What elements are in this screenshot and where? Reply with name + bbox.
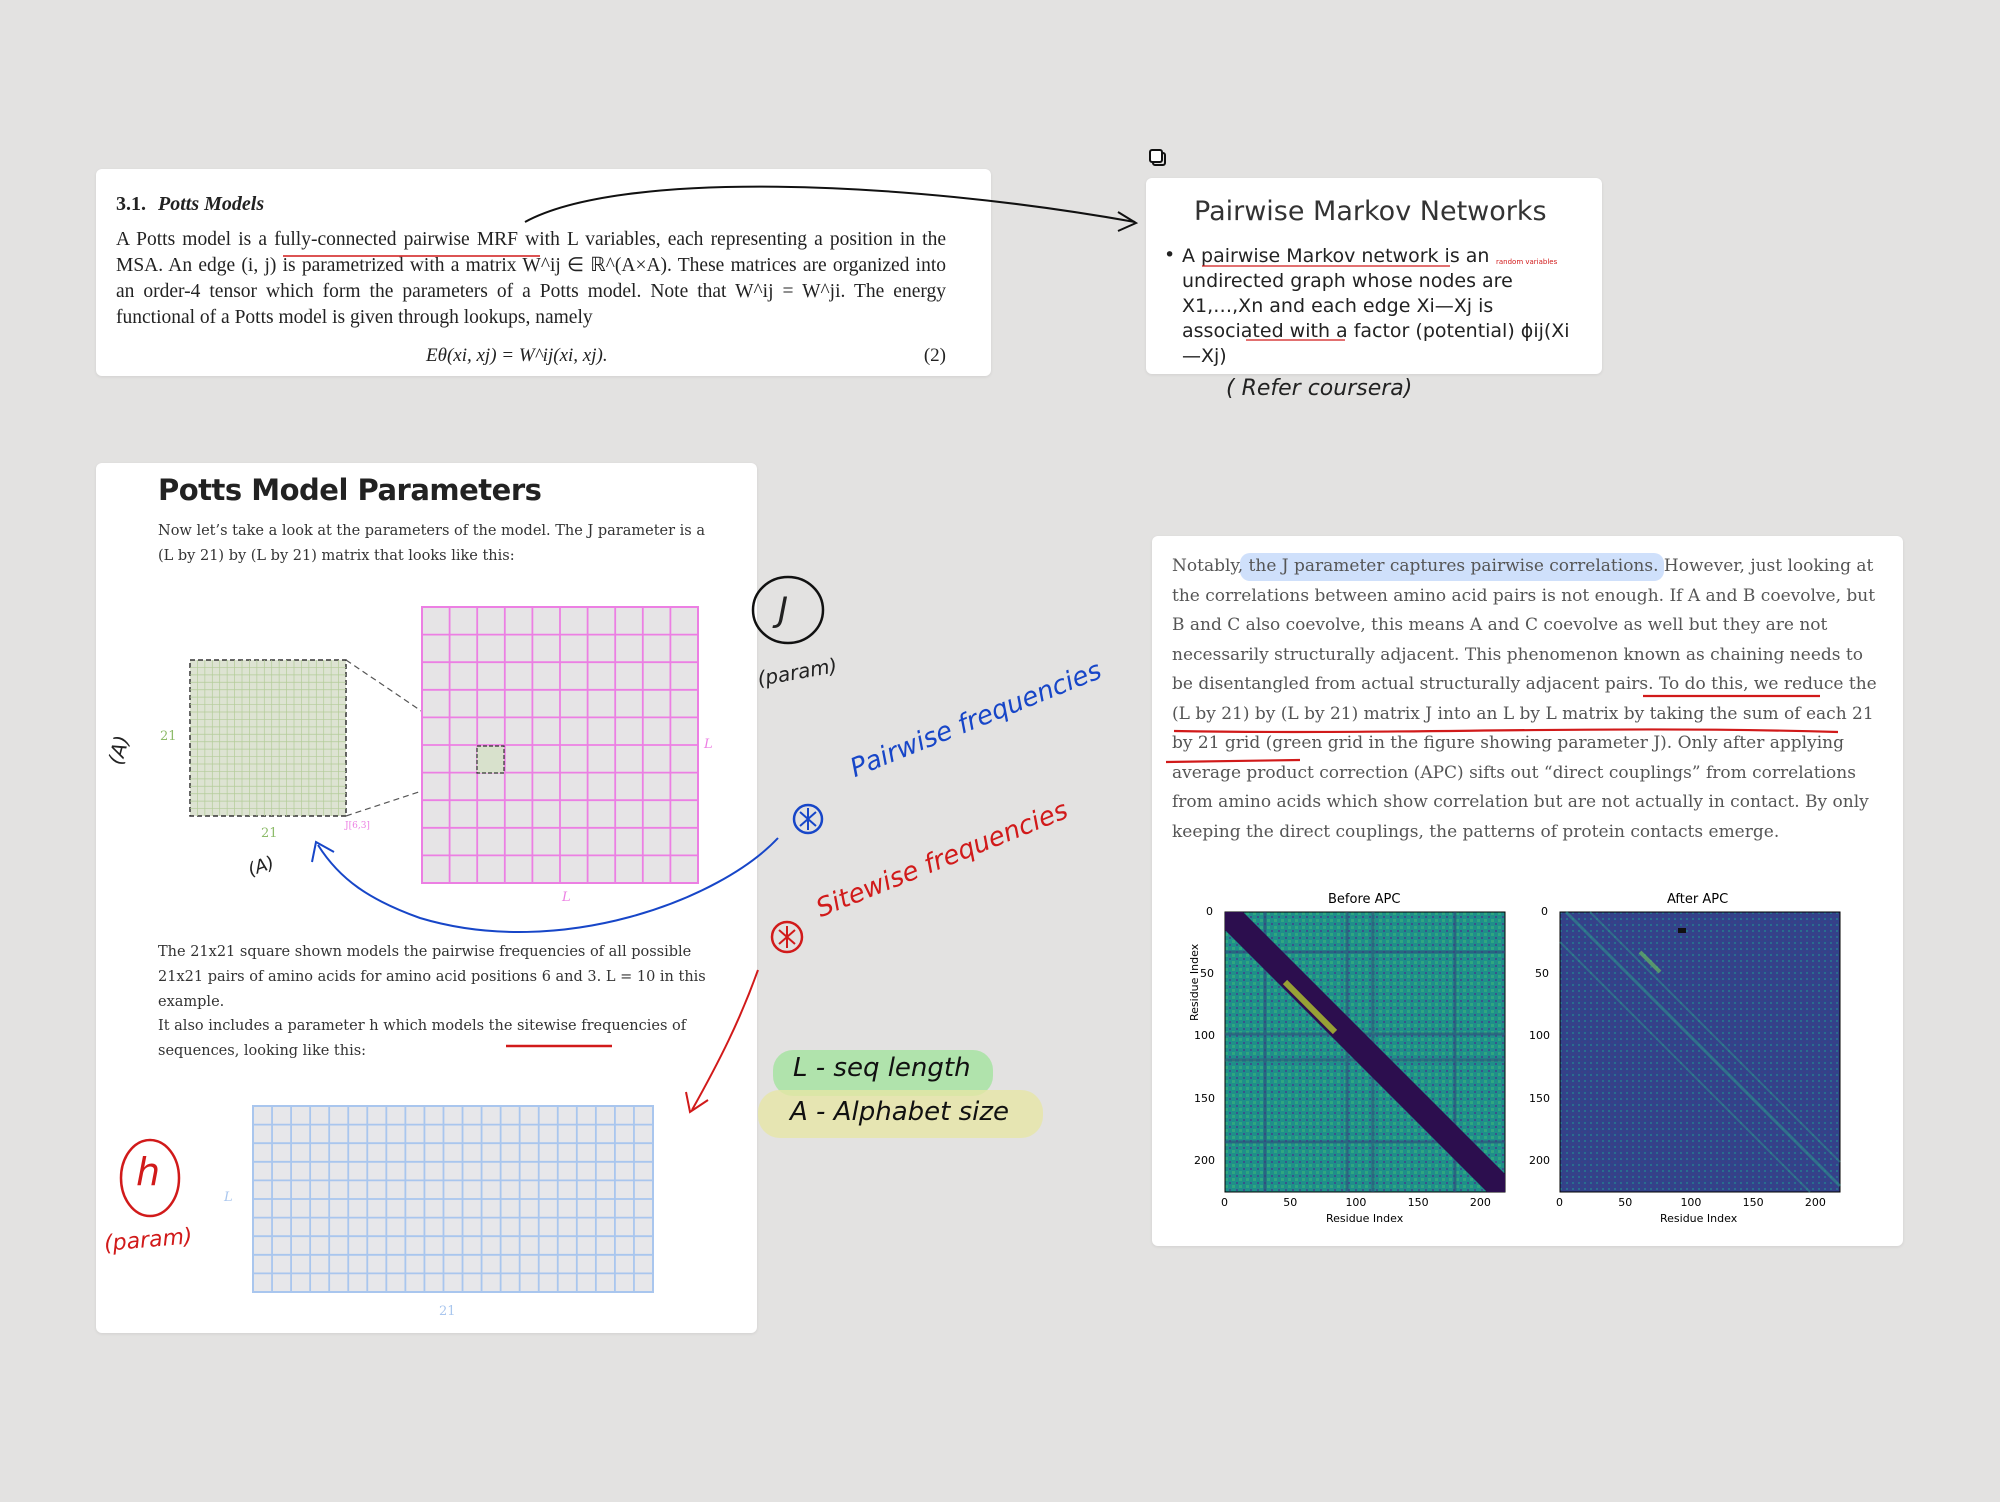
x-axis-label-right: Residue Index <box>1660 1212 1738 1225</box>
param-note-J: (param) <box>755 653 840 691</box>
plot-title-after: After APC <box>1667 892 1729 907</box>
bullet-dot: • <box>1164 244 1176 266</box>
section-title: Potts Models <box>158 193 265 215</box>
params-title: Potts Model Parameters <box>158 473 542 507</box>
sitewise-frequencies-note: Sitewise frequencies <box>812 795 1073 924</box>
y-tick-right: 100 <box>1529 1029 1550 1043</box>
label-21-h: 21 <box>439 1304 456 1319</box>
energy-equation: Eθ(xi, xj) = W^ij(xi, xj). <box>426 345 608 366</box>
x-tick-left: 0 <box>1221 1196 1228 1209</box>
potts-body-text: A Potts model is a fully-connected pairwise MRF with L variables, each representing a position in the MSA. An edge (i, j) is parametrized with a matrix W^ij ∈ ℝ^(A×A). These matrices are organized into an order-4 tensor which form the parameters of a Potts model. Note that W^ij = W^ji. The energy functional of a Potts model is given through lookups, namely <box>116 229 946 328</box>
param-note-h: (param) <box>103 1224 194 1257</box>
pairwise-frequencies-note: Pairwise frequencies <box>846 655 1106 784</box>
y-tick-right: 150 <box>1529 1091 1550 1105</box>
x-tick-right: 100 <box>1680 1196 1702 1209</box>
y-tick-left: 100 <box>1194 1029 1215 1043</box>
h-note: h <box>136 1150 161 1194</box>
y-tick-left: 200 <box>1194 1153 1215 1167</box>
A-note-1: (A) <box>103 732 135 768</box>
x-tick-left: 150 <box>1407 1196 1429 1209</box>
caption-sitewise: It also includes a parameter h which models the sitewise frequencies of sequences, looking like this: <box>158 1018 687 1059</box>
label-L-right: L <box>704 737 713 752</box>
x-tick-right: 50 <box>1618 1196 1633 1209</box>
refer-coursera-note: ( Refer coursera) <box>1226 376 1413 401</box>
x-tick-left: 200 <box>1469 1196 1491 1209</box>
markov-title: Pairwise Markov Networks <box>1194 196 1547 227</box>
caption-pairwise: The 21x21 square shown models the pairwise frequencies of all possible 21x21 pairs of amino acids for amino acid positions 6 and 3. L = 10 in this example. <box>158 944 706 1010</box>
x-tick-right: 200 <box>1804 1196 1826 1209</box>
y-tick-right: 200 <box>1529 1153 1550 1167</box>
y-tick-left: 150 <box>1194 1091 1215 1105</box>
L-definition: L - seq length <box>793 1053 971 1083</box>
x-tick-left: 100 <box>1345 1196 1367 1209</box>
random-variables-note: random variables <box>1496 258 1558 266</box>
A-definition: A - Alphabet size <box>790 1097 1009 1127</box>
J-note: J <box>778 590 789 630</box>
label-J-6-3: J[6,3] <box>345 821 370 831</box>
x-tick-right: 0 <box>1556 1196 1563 1209</box>
label-L-h: L <box>224 1190 233 1205</box>
y-tick-right: 0 <box>1541 905 1548 918</box>
label-L-bottom: L <box>562 890 571 905</box>
section-number: 3.1. <box>116 193 146 215</box>
label-21-left: 21 <box>160 729 177 744</box>
x-tick-right: 150 <box>1742 1196 1764 1209</box>
x-tick-left: 50 <box>1283 1196 1298 1209</box>
apc-paragraph: Notably, the J parameter captures pairwise correlations. However, just looking at the correlations between amino acid pairs is not enough. If A and B coevolve, but B and C also coevolve, this means A and C coevolve as well but they are not necessarily structurally adjacent. This phenomenon known as chaining needs to be disentangled from actual structurally adjacent pairs. To do this, we reduce the (L by 21) by (L by 21) matrix J into an L by L matrix by taking the sum of each 21 by 21 grid (green grid in the figure showing parameter J). Only after applying average product correction (APC) sifts out “direct couplings” from correlations from amino acids which show correlation but are not actually in contact. By only keeping the direct couplings, the patterns of protein contacts emerge. <box>1172 556 1877 842</box>
y-tick-right: 50 <box>1535 967 1549 981</box>
x-axis-label-left: Residue Index <box>1326 1212 1404 1225</box>
equation-number: (2) <box>923 345 946 366</box>
y-axis-label-left: Residue Index <box>1188 943 1201 1021</box>
markov-bullet-text: A pairwise Markov network is an undirected graph whose nodes are X1,…,Xn and each edge Xi—Xj is associated with a factor (potential) ϕij(Xi—Xj) <box>1182 245 1570 367</box>
label-21-bottom: 21 <box>261 826 278 841</box>
y-tick-left: 50 <box>1200 967 1214 981</box>
plot-title-before: Before APC <box>1328 892 1401 907</box>
A-note-2: (A) <box>245 852 278 881</box>
params-intro: Now let’s take a look at the parameters of the model. The J parameter is a (L by 21) by (L by 21) matrix that looks like this: <box>158 523 705 564</box>
y-tick-left: 0 <box>1206 905 1213 918</box>
